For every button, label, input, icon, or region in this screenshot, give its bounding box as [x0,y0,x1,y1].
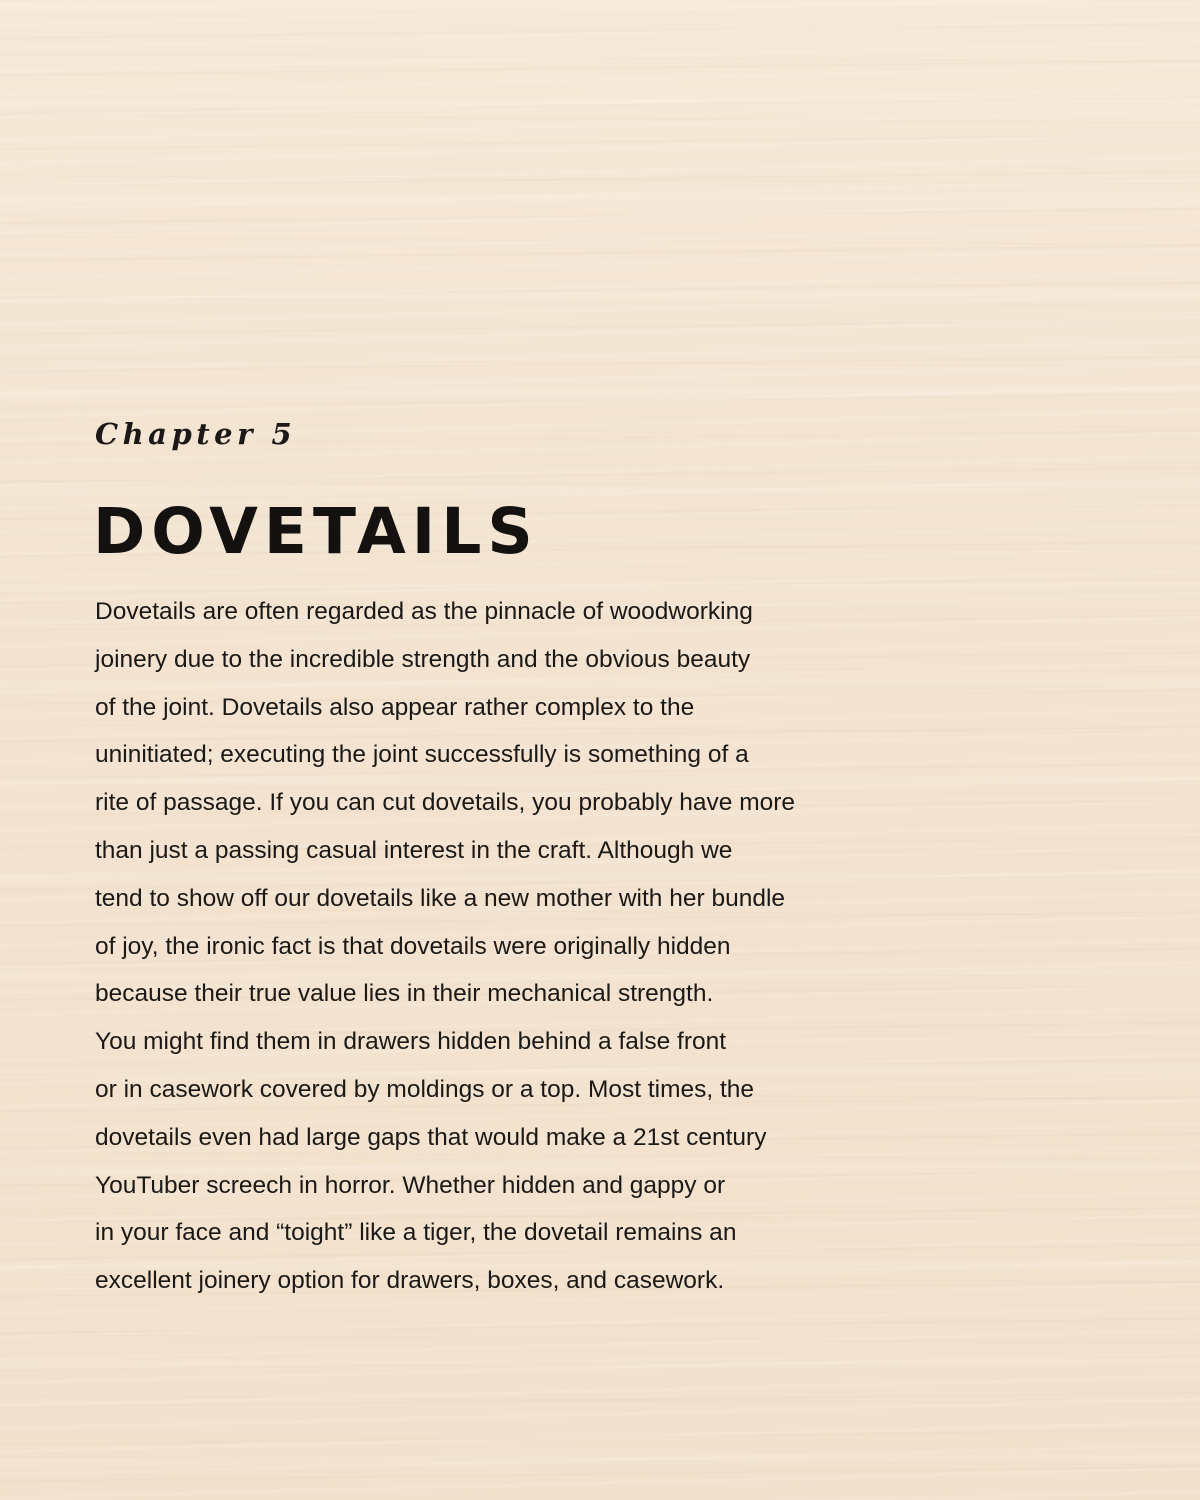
paragraph-line: than just a passing casual interest in the craft. Although we [95,836,733,864]
paragraph-line: Dovetails are often regarded as the pinnacle of woodworking [95,598,753,625]
paragraph-line: or in casework covered by moldings or a top. Most times, the [95,1075,755,1103]
chapter-intro-paragraph [95,588,915,1305]
paragraph-line: rite of passage. If you can cut dovetails, you probably have more [95,789,796,817]
paragraph-line: because their true value lies in their mechanical strength. [95,980,714,1008]
paragraph-line: YouTuber screech in horror. Whether hidden and gappy or [95,1171,726,1199]
paragraph-line: of joy, the ironic fact is that dovetails were originally hidden [95,932,731,960]
paragraph-line: excellent joinery option for drawers, boxes, and casework. [95,1267,725,1295]
paragraph-line: joinery due to the incredible strength and the obvious beauty [95,645,751,673]
paragraph-line: of the joint. Dovetails also appear rather complex to the [95,693,695,721]
chapter-number-label: Chapter 5 [95,417,297,451]
paragraph-line: uninitiated; executing the joint successfully is something of a [95,741,749,769]
paragraph-line: tend to show off our dovetails like a new mother with her bundle [95,884,786,912]
paragraph-line: You might find them in drawers hidden behind a false front [95,1028,727,1056]
paragraph-line: in your face and “toight” like a tiger, the dovetail remains an [95,1219,737,1247]
paragraph-line: dovetails even had large gaps that would make a 21st century [95,1123,767,1151]
chapter-title: DOVETAILS [93,495,539,568]
